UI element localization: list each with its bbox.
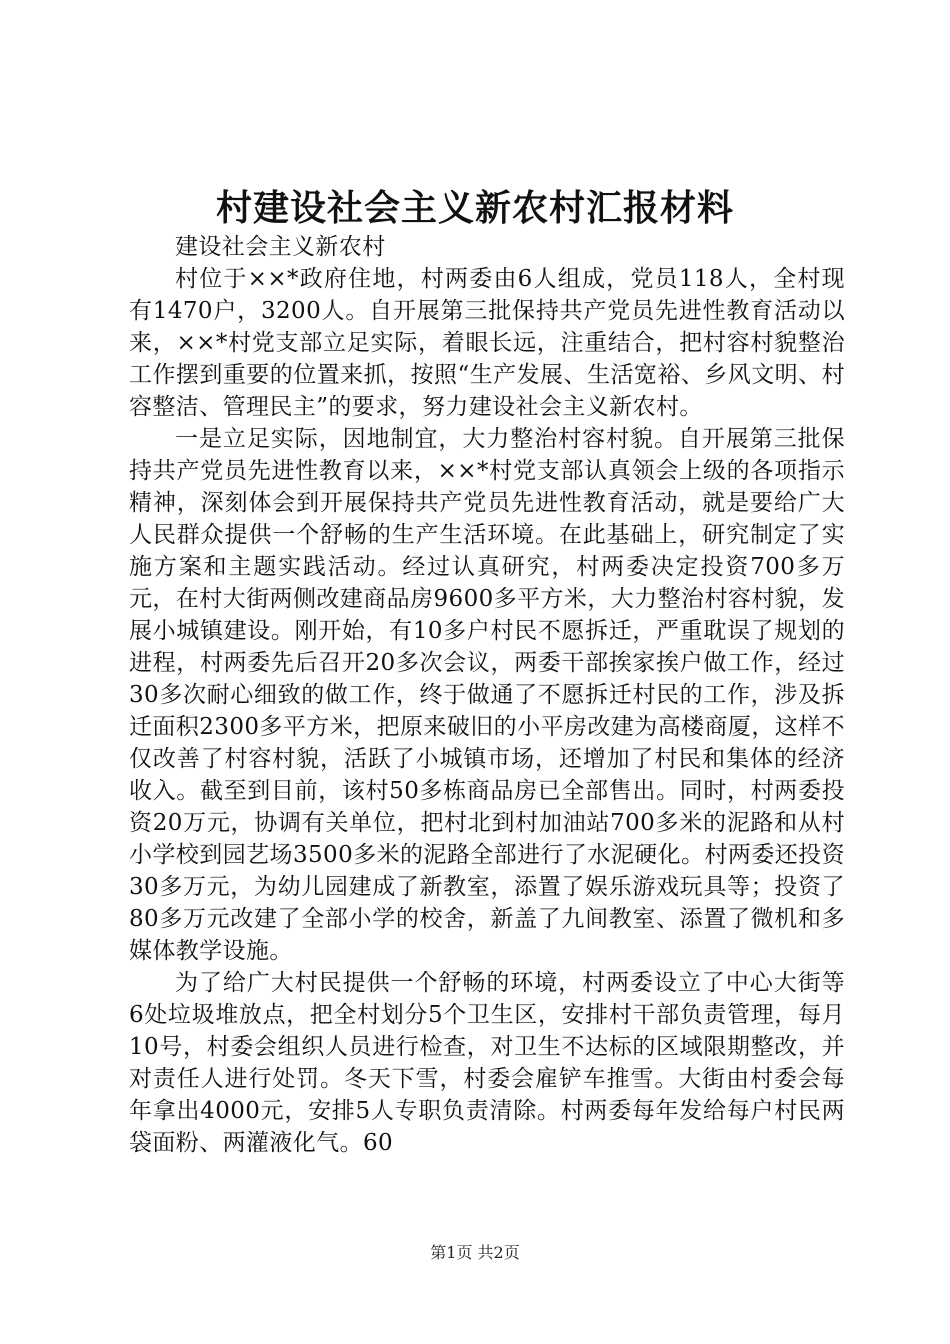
- paragraph-intro: 村位于××*政府住地，村两委由6人组成，党员118人，全村现有1470户，3200人。自开展第三批保持共产党员先进性教育活动以来，××*村党支部立足实际，着眼长远，注重结合，把村容村貌整治工作摆到重要的位置来抓，按照“生产发展、生活宽裕、乡风文明、村容整洁、管理民主”的要求，努力建设社会主义新农村。: [129, 266, 845, 420]
- page-number-footer: 第1页 共2页: [430, 1243, 520, 1262]
- paragraph-environment: 为了给广大村民提供一个舒畅的环境，村两委设立了中心大街等6处垃圾堆放点，把全村划分5个卫生区，安排村干部负责管理，每月10号，村委会组织人员进行检查，对卫生不达标的区域限期整改，并对责任人进行处罚。冬天下雪，村委会雇铲车推雪。大街由村委会每年拿出4000元，安排5人专职负责清除。村两委每年发给每户村民两袋面粉、两灌液化气。60: [129, 970, 845, 1156]
- paragraph-subtitle: 建设社会主义新农村: [175, 234, 386, 260]
- document-title: 村建设社会主义新农村汇报材料: [215, 187, 734, 229]
- paragraph-village-renovation: 一是立足实际，因地制宜，大力整治村容村貌。自开展第三批保持共产党员先进性教育以来，××*村党支部认真领会上级的各项指示精神，深刻体会到开展保持共产党员先进性教育活动，就是要给广大人民群众提供一个舒畅的生产生活环境。在此基础上，研究制定了实施方案和主题实践活动。经过认真研究，村两委决定投资700多万元，在村大街两侧改建商品房9600多平方米，大力整治村容村貌，发展小城镇建设。刚开始，有10多户村民不愿拆迁，严重耽误了规划的进程，村两委先后召开20多次会议，两委干部挨家挨户做工作，经过30多次耐心细致的做工作，终于做通了不愿拆迁村民的工作，涉及拆迁面积2300多平方米，把原来破旧的小平房改建为高楼商厦，这样不仅改善了村容村貌，活跃了小城镇市场，还增加了村民和集体的经济收入。截至到目前，该村50多栋商品房已全部售出。同时，村两委投资20万元，协调有关单位，把村北到村加油站700多米的泥路和从村小学校到园艺场3500多米的泥路全部进行了水泥硬化。村两委还投资30多万元，为幼儿园建成了新教室，添置了娱乐游戏玩具等；投资了80多万元改建了全部小学的校舍，新盖了九间教室、添置了微机和多媒体教学设施。: [129, 426, 845, 964]
- document-body: [129, 231, 845, 1159]
